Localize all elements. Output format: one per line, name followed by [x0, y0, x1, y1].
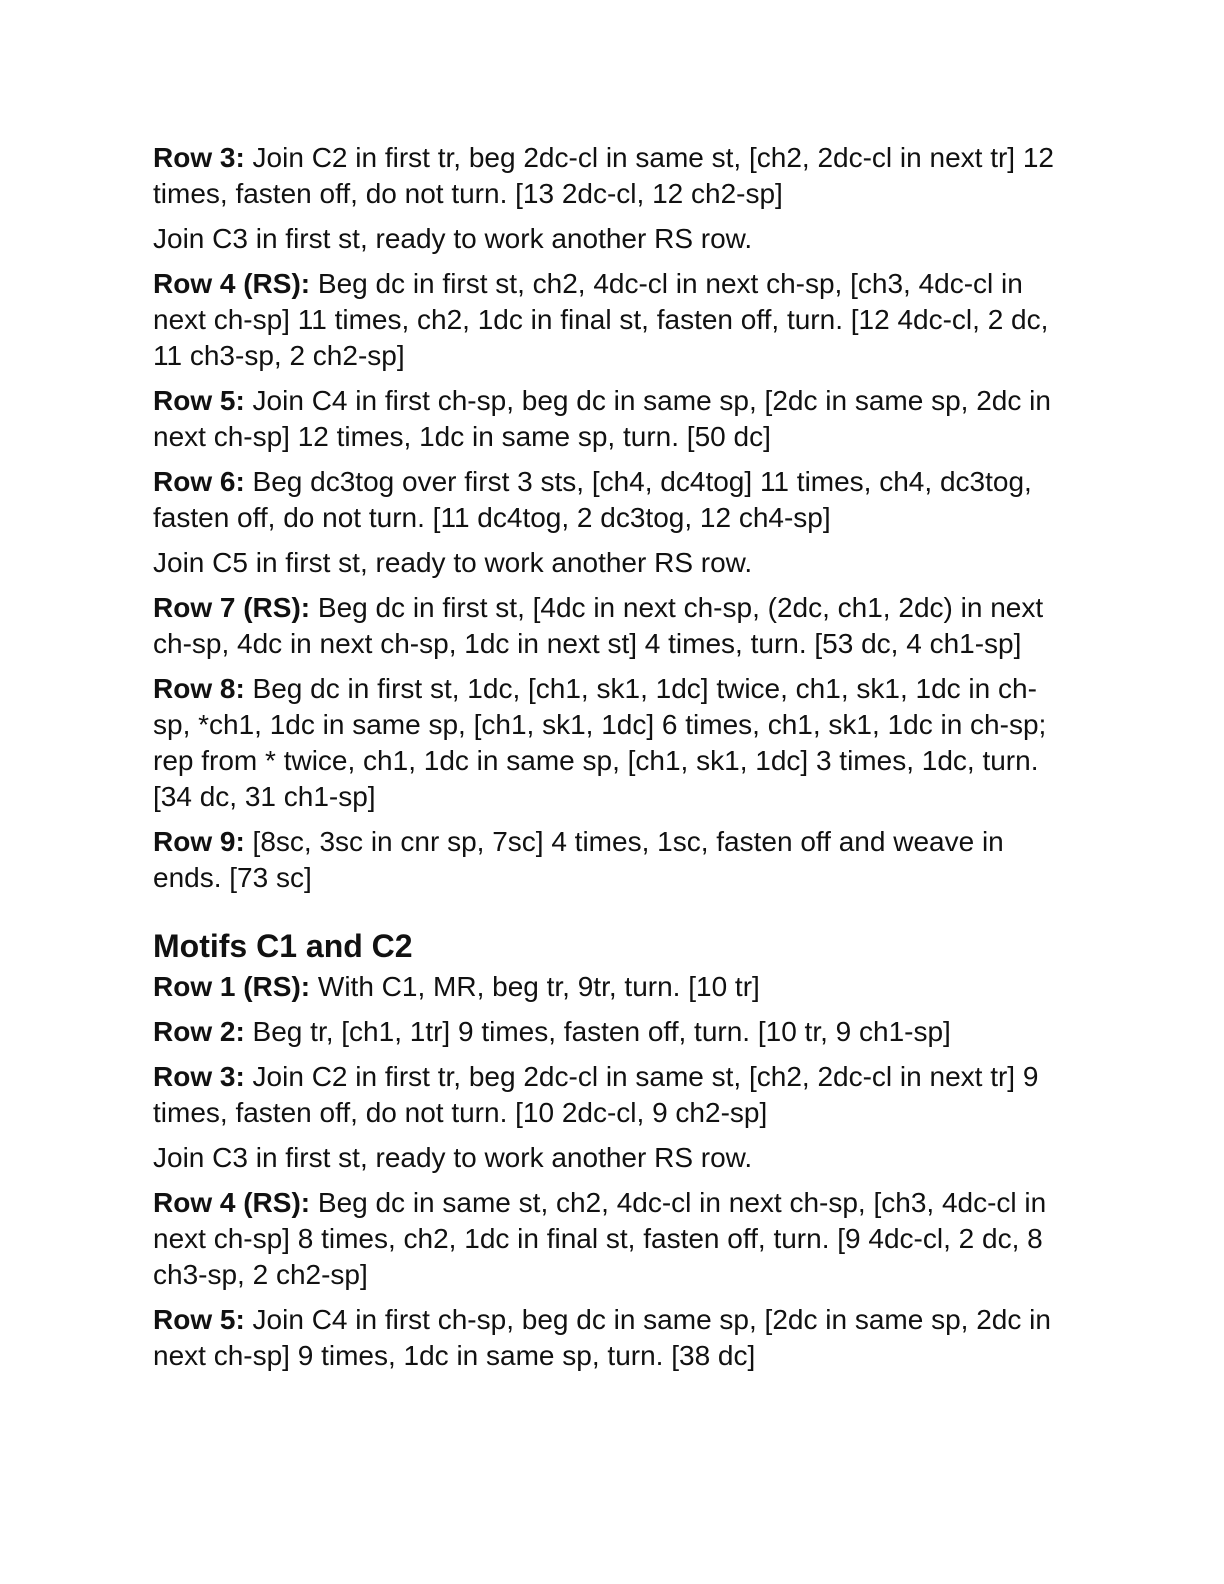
row-5-instruction [153, 383, 1068, 455]
row-9-instruction [153, 824, 1068, 896]
row-label: Row 3: [153, 1061, 245, 1092]
row-text: Join C2 in first tr, beg 2dc-cl in same st, [ch2, 2dc-cl in next tr] 9 times, fasten off, do not turn. [10 2dc-cl, 9 ch2-sp] [153, 1061, 1039, 1128]
row-7-instruction [153, 590, 1068, 662]
row-text: Beg tr, [ch1, 1tr] 9 times, fasten off, turn. [10 tr, 9 ch1-sp] [244, 1016, 951, 1047]
motif-row-5-instruction [153, 1302, 1068, 1374]
row-label: Row 4 (RS): [153, 1187, 311, 1218]
row-text: With C1, MR, beg tr, 9tr, turn. [10 tr] [310, 971, 760, 1002]
row-text: [8sc, 3sc in cnr sp, 7sc] 4 times, 1sc, fasten off and weave in ends. [73 sc] [153, 826, 1004, 893]
row-text: Beg dc in same st, ch2, 4dc-cl in next ch-sp, [ch3, 4dc-cl in next ch-sp] 8 times, ch2, 1dc in final st, fasten off, turn. [9 4dc-cl, 2 dc, 8 ch3-sp, 2 ch2-sp] [153, 1187, 1047, 1290]
row-4-instruction [153, 266, 1068, 374]
motif-row-3-instruction [153, 1059, 1068, 1131]
motif-join-c3-note [153, 1140, 1068, 1176]
row-text: Join C3 in first st, ready to work another RS row. [153, 223, 753, 254]
row-label: Row 5: [153, 385, 245, 416]
row-text: Join C4 in first ch-sp, beg dc in same sp, [2dc in same sp, 2dc in next ch-sp] 12 times, 1dc in same sp, turn. [50 dc] [153, 385, 1051, 452]
row-text: Join C2 in first tr, beg 2dc-cl in same st, [ch2, 2dc-cl in next tr] 12 times, fasten off, do not turn. [13 2dc-cl, 12 ch2-sp] [153, 142, 1055, 209]
row-text: Beg dc in first st, ch2, 4dc-cl in next ch-sp, [ch3, 4dc-cl in next ch-sp] 11 times, ch2, 1dc in final st, fasten off, turn. [12 4dc-cl, 2 dc, 11 ch3-sp, 2 ch2-sp] [153, 268, 1049, 371]
row-label: Row 2: [153, 1016, 245, 1047]
motif-row-4-instruction [153, 1185, 1068, 1293]
row-text: Beg dc in first st, [4dc in next ch-sp, (2dc, ch1, 2dc) in next ch-sp, 4dc in next ch-sp, 1dc in next st] 4 times, turn. [53 dc, 4 ch1-sp] [153, 592, 1044, 659]
join-c5-note [153, 545, 1068, 581]
row-label: Row 8: [153, 673, 245, 704]
row-text: Beg dc in first st, 1dc, [ch1, sk1, 1dc] twice, ch1, sk1, 1dc in ch-sp, *ch1, 1dc in same sp, [ch1, sk1, 1dc] 6 times, ch1, sk1, 1dc in ch-sp; rep from * twice, ch1, 1dc in same sp, [ch1, sk1, 1dc] 3 times, 1dc, turn. [34 dc, 31 ch1-sp] [153, 673, 1047, 812]
section-heading: Motifs C1 and C2 [153, 928, 413, 964]
row-text: Beg dc3tog over first 3 sts, [ch4, dc4tog] 11 times, ch4, dc3tog, fasten off, do not turn. [11 dc4tog, 2 dc3tog, 12 ch4-sp] [153, 466, 1032, 533]
row-8-instruction [153, 671, 1068, 815]
row-label: Row 5: [153, 1304, 245, 1335]
motif-row-2-instruction [153, 1014, 1068, 1050]
motif-row-1-instruction [153, 969, 1068, 1005]
row-text: Join C5 in first st, ready to work another RS row. [153, 547, 753, 578]
row-label: Row 6: [153, 466, 245, 497]
row-label: Row 7 (RS): [153, 592, 311, 623]
row-text: Join C3 in first st, ready to work another RS row. [153, 1142, 753, 1173]
row-label: Row 9: [153, 826, 245, 857]
row-label: Row 4 (RS): [153, 268, 311, 299]
row-text: Join C4 in first ch-sp, beg dc in same sp, [2dc in same sp, 2dc in next ch-sp] 9 times, 1dc in same sp, turn. [38 dc] [153, 1304, 1051, 1371]
row-label: Row 3: [153, 142, 245, 173]
join-c3-note [153, 221, 1068, 257]
row-3-instruction [153, 140, 1068, 212]
row-label: Row 1 (RS): [153, 971, 311, 1002]
document-page [153, 140, 1068, 1383]
row-6-instruction [153, 464, 1068, 536]
